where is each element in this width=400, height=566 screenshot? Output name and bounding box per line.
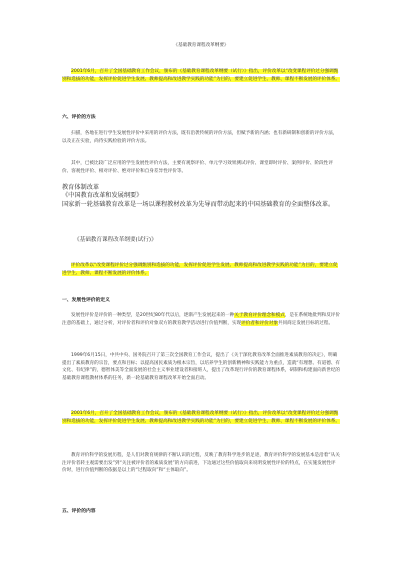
highlight: 2001年6月，召开了全国基础教育工作会议，颁布的《基础教育课程改革纲要（试行）》指出，评价改革以“改变课程评价过分强调甄别和选拔的功能，发挥评价促进学生发展、教师提高和改进教学实践的功能”为目的，要建立促进学生、教师、课程不断发展的评价体系。 <box>62 69 341 82</box>
highlight: 关于教育评价理念和模式 <box>234 313 285 318</box>
section-heading: 一、发展性评价的定义 <box>62 298 110 303</box>
paragraph: 扫描，各地在进行学生发展性评价中采用的评价方法，既有沿袭传统的评价方法，但赋予新的内涵；也有新研制和创新的评价方法，以及正在实验，尚待实践检验的评价方法。 <box>62 131 338 144</box>
large-text-block <box>62 184 342 209</box>
highlight: 2001年6月，召开了全国基础教育工作会议，颁布的《基础教育课程改革纲要（试行）》指出，评价改革以“改变课程评价过分强调甄别和选拔的功能，发挥评价促进学生发展、教师提高和改进教学实践的功能”为目的，要建立促进学生、教师、课程不断发展的评价体系。 <box>62 411 341 424</box>
highlight: 评价者和评价对象 <box>241 320 278 326</box>
text: 共同商定发展目标的过程。 <box>277 320 334 326</box>
text: ，是在系统地批判和反评价注意的基础上，通过分析，对评价者和评价对象双方的教育教学活动进行价值判断，实现 <box>62 313 340 326</box>
document-title: 《基础教育课程改革纲要》 <box>173 43 229 48</box>
text: 发展性评价是评价的一种类型，是20世纪80年代以后，逐渐产生发展起来的一种 <box>71 313 235 318</box>
paragraph <box>62 312 340 327</box>
paragraph: 1999年6月15日，中共中央、国务院召开了第三次全国教育工作会议，提出了《关于深化教育改革全面推进素质教育的决定》，明确提出了素质教育的宗旨，要点和目标；以提高国民素质为根本宗旨，以培养学生的创新精神和实践能力为重点，造就“有理想、有道德、有文化、有纪律”的，德智体美等全面发展的社会主义事业建设者和接班人，提出了改革现行评价的教育课程体系，研制和构建面向新世纪的基础教育课程教材体系的任务，新一轮基础教育课程改革开始全面启动。 <box>62 353 341 381</box>
large-text-line: 国家新一轮基础教育改革是一场以课程教材改革为先导而带动起来的中国基础教育的全面整体改革。 <box>62 200 335 208</box>
paragraph: 其中，已被比较广泛应用的学生发展性评价方法，主要有观察评价、单元学习效果测试评价、课堂即时评价、案例评价、阶段性评价、客观性评价、相对评价、绝对评价和自身差异性评价等。 <box>62 161 333 174</box>
section-heading: 六、评价的方法 <box>62 115 96 120</box>
paragraph-highlighted <box>62 262 340 277</box>
large-text-line: 《中国教育改革和发展纲要》 <box>62 192 143 200</box>
paragraph-highlighted <box>62 68 340 83</box>
paragraph-highlighted <box>62 410 340 425</box>
document-subtitle: 《基础教育课程改革纲要(试行)》 <box>74 237 157 243</box>
paragraph: 教育评价科学的发展历程，是人们对教育规律的不断认识的过程，反映了教育科学进步的足迹，教育评价科学的发展基本是沿着“从关注评价者转主观需要出发”到“关注被评价者的素质发展”的方向前进，下边通过这些价值取向来说明发展性评价的特点，在实施发展性评价时，进行价值判断的依据是以上的“过程取向”和“主体取向”。 <box>62 453 340 473</box>
large-text-line: 教育体制改革 <box>62 184 100 191</box>
highlight: 评价改革以“改变课程评价过分强调甄别和选拔的功能，发挥评价促进学生发展、教师提高和改进教学实践的功能”为目的，要建立促进学生、教师、课程不断发展的评价体系。 <box>62 263 338 276</box>
section-heading: 五、评价的内容 <box>62 509 96 514</box>
